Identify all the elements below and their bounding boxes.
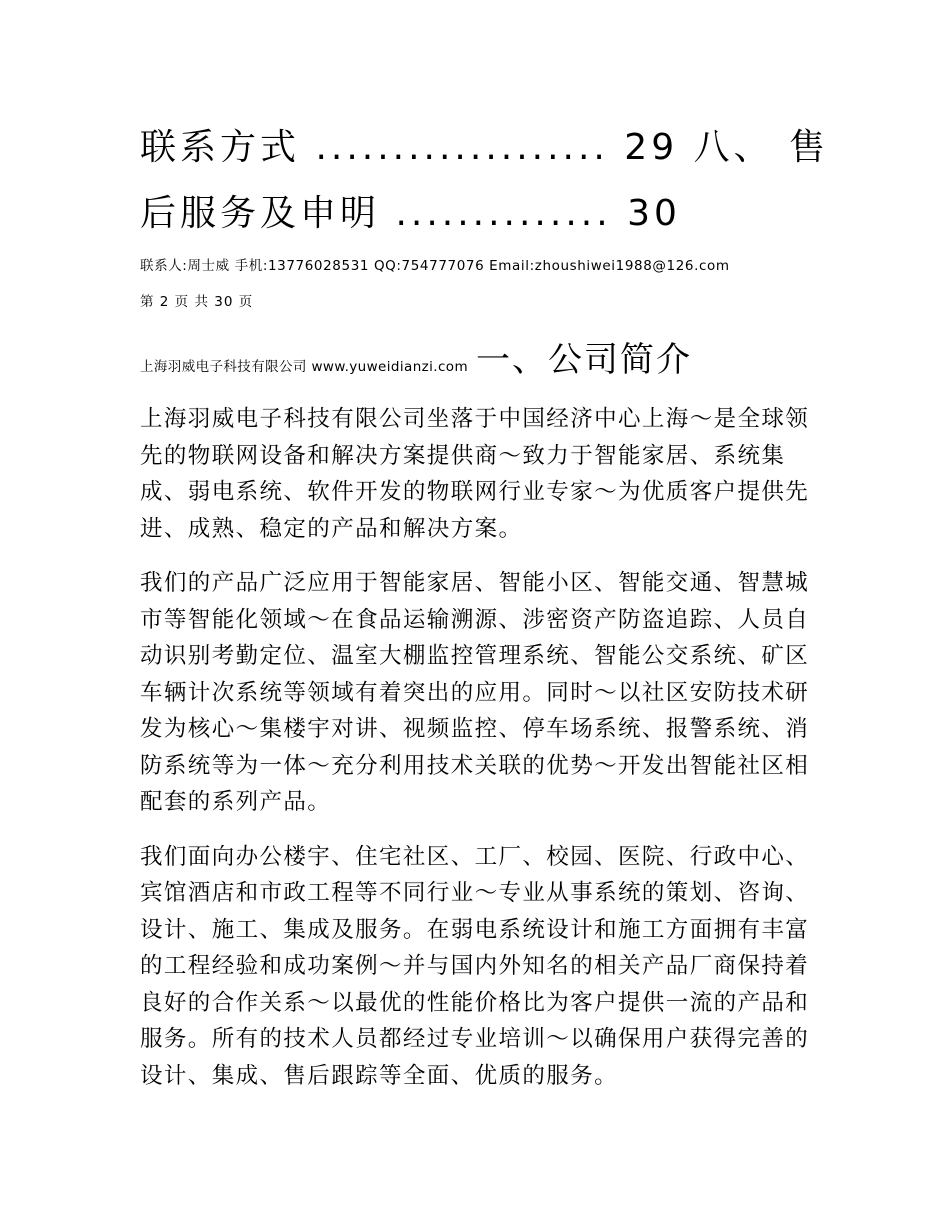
document-page <box>140 122 830 1094</box>
company-site-label: 上海羽威电子科技有限公司 www.yuweidianzi.com <box>140 359 469 375</box>
paragraph-intro: 上海羽威电子科技有限公司坐落于中国经济中心上海～是全球领先的物联网设备和解决方案提供商～致力于智能家居、系统集成、弱电系统、软件开发的物联网行业专家～为优质客户提供先进、成熟、稳定的产品和解决方案。 <box>140 406 810 542</box>
page-number: 第 2 页 共 30 页 <box>140 294 254 310</box>
section-title: 一、公司简介 <box>476 340 693 380</box>
section-header <box>140 332 830 381</box>
paragraph-services: 我们面向办公楼宇、住宅社区、工厂、校园、医院、行政中心、宾馆酒店和市政工程等不同行业～专业从事系统的策划、咨询、设计、施工、集成及服务。在弱电系统设计和施工方面拥有丰富的工程经验和成功案例～并与国内外知名的相关产品厂商保持着良好的合作关系～以最优的性能价格比为客户提供一流的产品和服务。所有的技术人员都经过专业培训～以确保用户获得完善的设计、集成、售后跟踪等全面、优质的服务。 <box>140 843 810 1089</box>
paragraph-products: 我们的产品广泛应用于智能家居、智能小区、智能交通、智慧城市等智能化领域～在食品运输溯源、涉密资产防盗追踪、人员自动识别考勤定位、温室大棚监控管理系统、智能公交系统、矿区车辆计次系统等领域有着突出的应用。同时～以社区安防技术研发为核心～集楼宇对讲、视频监控、停车场系统、报警系统、消防系统等为一体～充分利用技术关联的优势～开发出智能社区相配套的系列产品。 <box>140 570 810 815</box>
toc-entry-line-1: 联系方式 ................... 29 八、 售 <box>140 127 830 168</box>
toc-entry-line-2: 后服务及申明 .............. 30 <box>140 193 681 234</box>
contact-info: 联系人:周士威 手机:13776028531 QQ:754777076 Email:zhoushiwei1988@126.com <box>140 258 730 274</box>
